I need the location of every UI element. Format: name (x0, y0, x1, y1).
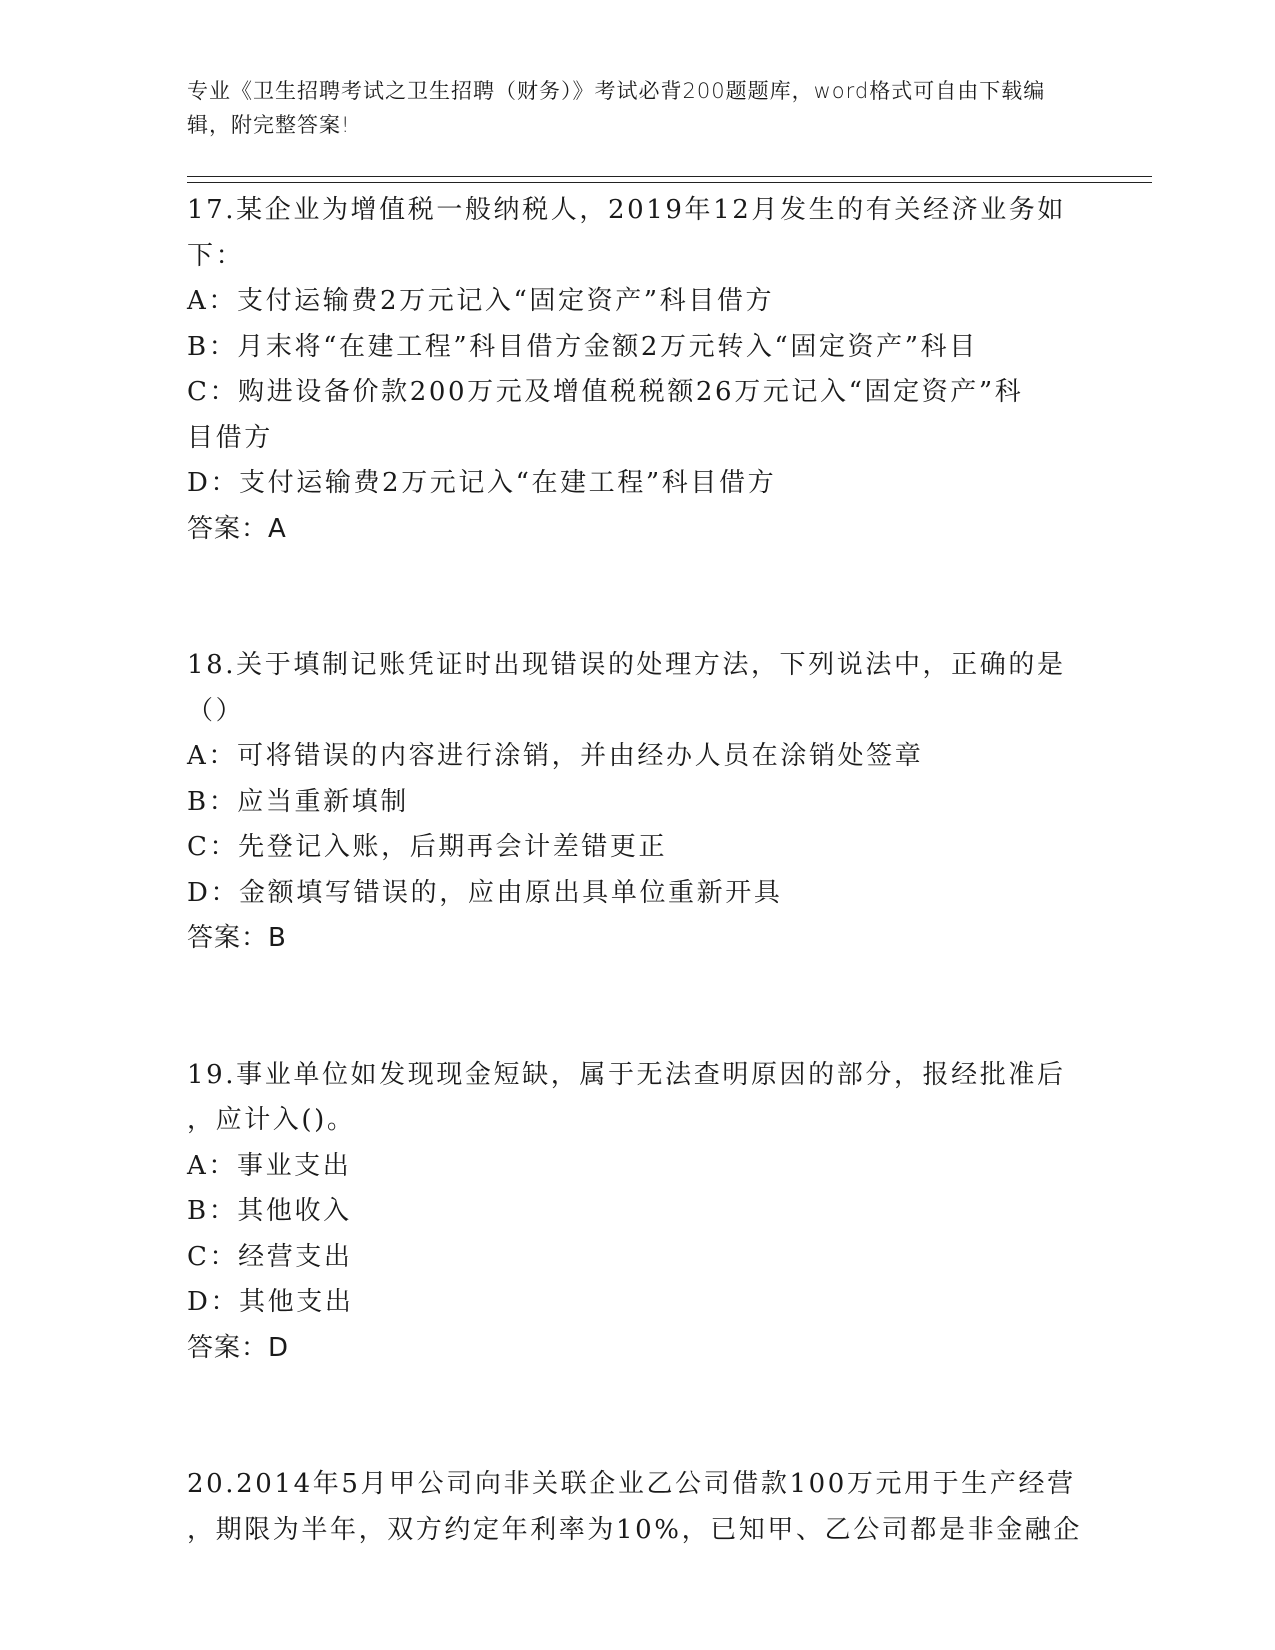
question-stem-line: ，应计入()。 (187, 1105, 356, 1135)
option-d: D：支付运输费2万元记入“在建工程”科目借方 (187, 468, 777, 498)
option-d: D：金额填写错误的，应由原出具单位重新开具 (187, 877, 783, 908)
option-b: B：其他收入 (187, 1196, 352, 1226)
question-stem-line: 17.某企业为增值税一般纳税人，2019年12月发生的有关经济业务如 (187, 195, 1067, 225)
question-stem-line: ，期限为半年，双方约定年利率为10%，已知甲、乙公司都是非金融企 (187, 1514, 1082, 1545)
option-c: C：购进设备价款200万元及增值税税额26万元记入“固定资产”科 (187, 377, 1024, 407)
option-a: A：事业支出 (187, 1150, 352, 1181)
option-c-continued: 目借方 (187, 422, 273, 453)
question-17 (187, 188, 1087, 552)
question-19 (187, 1053, 1087, 1372)
question-stem-line: 19.事业单位如发现现金短缺，属于无法查明原因的部分，报经批准后 (187, 1059, 1066, 1090)
option-b: B：应当重新填制 (187, 786, 409, 817)
answer-label: 答案：D (187, 1332, 290, 1363)
question-stem-line: 下： (187, 240, 245, 271)
answer-label: 答案：B (187, 923, 287, 953)
header-divider-bottom (187, 182, 1152, 183)
option-c: C：经营支出 (187, 1241, 353, 1272)
option-d: D：其他支出 (187, 1287, 354, 1317)
option-a: A：可将错误的内容进行涂销，并由经办人员在涂销处签章 (187, 741, 924, 771)
option-c: C：先登记入账，后期再会计差错更正 (187, 832, 668, 862)
question-18 (187, 643, 1087, 962)
answer-label: 答案：A (187, 513, 287, 544)
option-b: B：月末将“在建工程”科目借方金额2万元转入“固定资产”科目 (187, 331, 978, 362)
option-a: A：支付运输费2万元记入“固定资产”科目借方 (187, 286, 775, 316)
question-list (187, 188, 1087, 1553)
document-header (187, 74, 1087, 142)
header-text: 专业《卫生招聘考试之卫生招聘（财务）》考试必背200题题库，word格式可自由下载编辑，附完整答案! (187, 79, 1046, 137)
header-divider-top (187, 176, 1152, 177)
question-stem-line: （） (187, 695, 245, 726)
question-stem-line: 18.关于填制记账凭证时出现错误的处理方法，下列说法中，正确的是 (187, 650, 1066, 680)
question-stem-line: 20.2014年5月甲公司向非关联企业乙公司借款100万元用于生产经营 (187, 1469, 1076, 1499)
question-20 (187, 1462, 1087, 1553)
